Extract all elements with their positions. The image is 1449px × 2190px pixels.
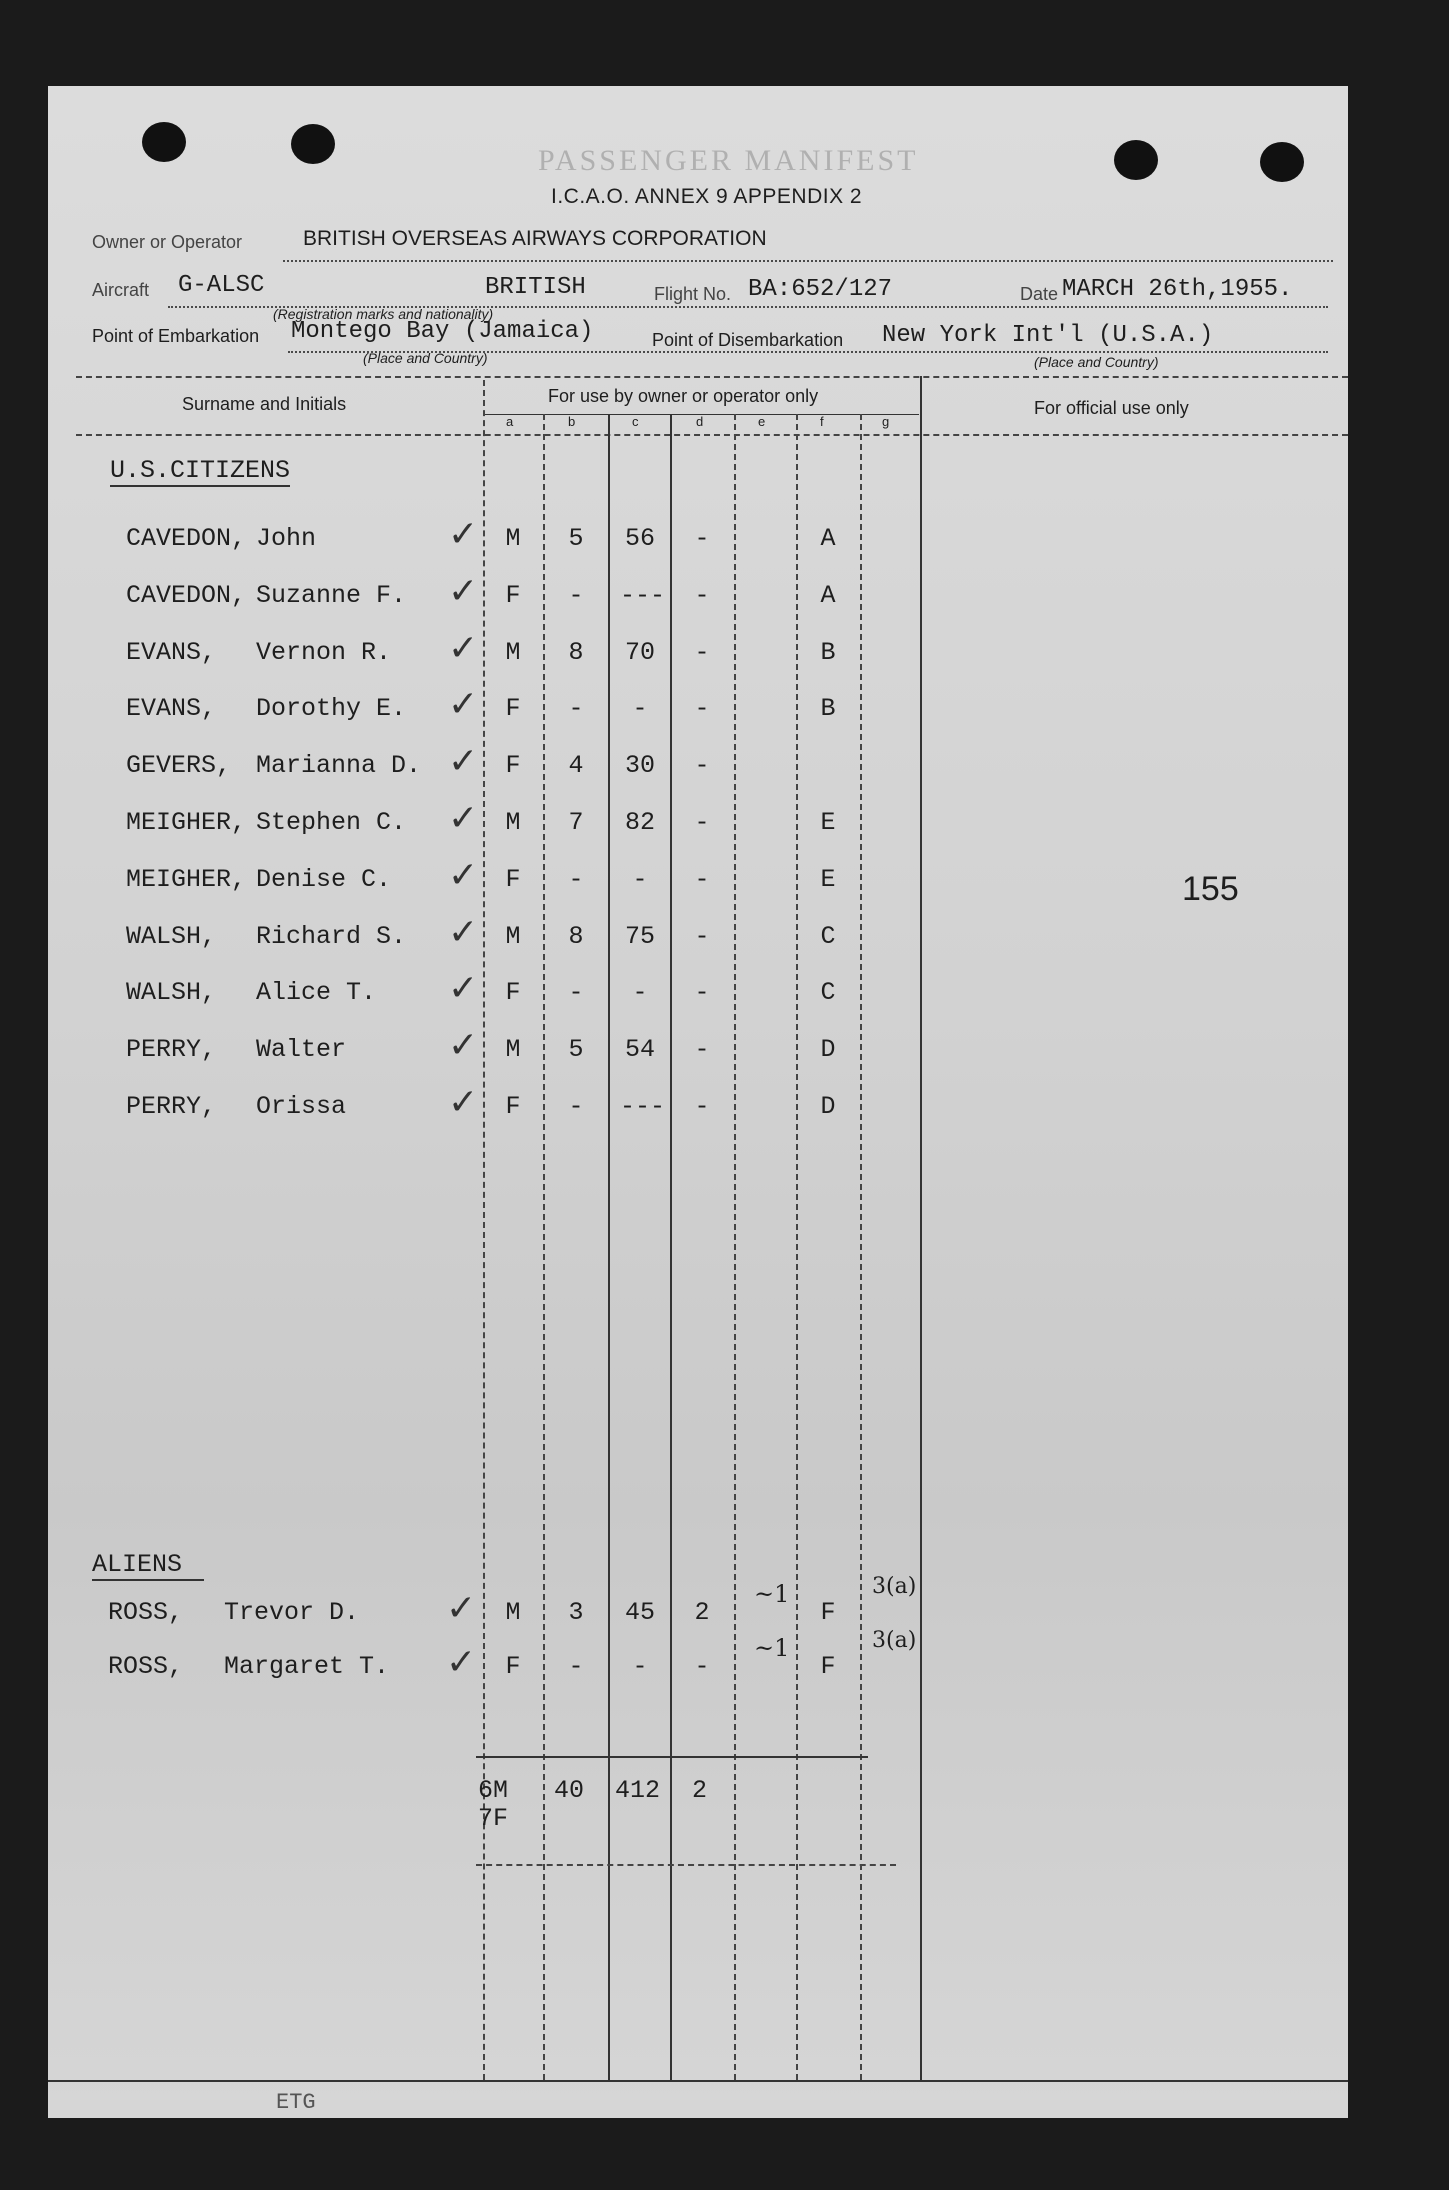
cell-a: M [505,637,521,667]
cell-c: - [632,1652,648,1681]
cell-a: F [505,1092,521,1121]
check-mark-icon: ✓ [448,627,479,669]
registration-note: (Registration marks and nationality) [273,306,494,322]
disembarkation-label: Point of Disembarkation [652,330,844,350]
check-mark-icon: ✓ [448,854,479,896]
sub-column-a: a [506,414,514,429]
check-mark-icon: ✓ [448,911,479,953]
passenger-given-name: Denise C. [256,864,392,894]
footer-fragment: ETG [276,2090,316,2115]
cell-f: E [820,808,836,837]
passenger-given-name: Marianna D. [256,751,422,781]
owner-label: Owner or Operator [92,232,243,252]
col-header-owner: For use by owner or operator only [548,386,819,406]
cell-d: - [694,808,710,837]
check-mark-icon: ✓ [448,684,479,726]
passenger-surname: ROSS, [108,1652,184,1681]
cell-b: 8 [568,637,584,667]
date-label: Date [1020,284,1059,304]
cell-c: 82 [624,808,655,837]
passenger-surname: ROSS, [108,1598,184,1627]
totals-top-line [476,1756,868,1758]
cell-f: A [820,580,836,610]
cell-a: M [505,921,521,951]
manifest-paper [48,86,1348,2118]
check-mark-icon: ✓ [448,1025,479,1067]
passenger-given-name: Orissa [256,1092,347,1121]
sub-column-d: d [696,414,704,429]
handwritten-e: ~1 [754,1580,790,1608]
cell-d: - [694,524,710,553]
passenger-surname: MEIGHER, [126,808,247,837]
col-line-d-right [734,414,736,2080]
cell-b: 7 [568,808,584,837]
us-citizens-title: U.S.CITIZENS [110,456,291,485]
handwritten-g: 3(a) [872,1628,917,1653]
nationality-value: BRITISH [485,274,586,301]
total-b: 40 [554,1776,585,1805]
passenger-given-name: Margaret T. [224,1652,390,1681]
cell-c: 75 [624,921,655,951]
embarkation-value: Montego Bay (Jamaica) [291,318,594,345]
embarkation-label: Point of Embarkation [92,326,260,346]
cell-a: F [505,694,521,724]
cell-c: 54 [624,1035,655,1065]
col-header-official: For official use only [1034,398,1189,418]
aircraft-label: Aircraft [92,280,150,300]
cell-c: - [632,864,648,894]
col-header-surname: Surname and Initials [182,394,347,414]
passenger-given-name: Suzanne F. [256,580,407,610]
passenger-surname: GEVERS, [126,751,232,781]
cell-b: - [568,1652,584,1681]
check-mark-icon: ✓ [448,741,479,783]
cell-a: M [505,808,521,837]
handwritten-e: ~1 [754,1634,790,1662]
disembarkation-value: New York Int'l (U.S.A.) [882,322,1214,349]
cell-c: 45 [624,1598,655,1627]
passenger-given-name: Stephen C. [256,808,407,837]
handwritten-g: 3(a) [872,1574,917,1599]
flight-label: Flight No. [654,284,732,304]
cell-d: - [694,637,710,667]
passenger-given-name: Trevor D. [224,1598,360,1627]
cell-d: - [694,1035,710,1065]
footer-line [48,2080,1348,2082]
cell-f: D [820,1092,836,1121]
cell-d: - [694,864,710,894]
sub-column-b: b [568,414,576,429]
cell-f: D [820,1035,836,1065]
check-mark-icon: ✓ [446,1588,477,1629]
col-line-official-left [920,376,922,2080]
total-a-line1: 6M [478,1776,509,1805]
cell-a: F [505,580,521,610]
passenger-given-name: John [256,524,317,553]
date-value: MARCH 26th,1955. [1062,276,1293,303]
official-use-number: 155 [1182,870,1239,908]
cell-b: - [568,694,584,724]
check-mark-icon: ✓ [446,1642,477,1683]
punch-hole-right-1 [1114,140,1158,180]
col-line-b-right [608,414,610,2080]
punch-hole-left-2 [291,124,335,164]
cell-a: M [505,1035,521,1065]
sub-column-g: g [882,414,890,429]
check-mark-icon: ✓ [448,798,479,839]
passenger-given-name: Walter [256,1035,347,1065]
table-header-bottom-line [76,434,1348,436]
passenger-surname: PERRY, [126,1035,217,1065]
col-line-c-right [670,414,672,2080]
cell-a: F [505,864,521,894]
check-mark-icon: ✓ [448,1082,479,1123]
faded-heading: PASSENGER MANIFEST [538,144,919,177]
cell-c: 56 [624,524,655,553]
total-c: 412 [615,1776,661,1805]
cell-d: - [694,1092,710,1121]
total-a-line2: 7F [478,1804,509,1833]
check-mark-icon: ✓ [448,514,479,555]
cell-f: A [820,524,836,553]
aliens-title: ALIENS [92,1550,204,1581]
cell-a: F [505,751,521,781]
cell-b: - [568,1092,584,1121]
cell-b: - [568,978,584,1008]
cell-b: - [568,580,584,610]
passenger-surname: EVANS, [126,637,217,667]
passenger-given-name: Vernon R. [256,637,392,667]
cell-f: F [820,1652,836,1681]
cell-a: M [505,1598,521,1627]
totals-bottom-line [476,1864,896,1866]
owner-value: BRITISH OVERSEAS AIRWAYS CORPORATION [303,227,767,250]
cell-c: --- [620,580,666,610]
cell-f: B [820,637,836,667]
cell-d: - [694,751,710,781]
cell-b: 3 [568,1598,584,1627]
punch-hole-left-1 [142,122,186,162]
cell-d: - [694,694,710,724]
cell-d: 2 [694,1598,710,1627]
passenger-given-name: Alice T. [256,978,377,1008]
cell-c: - [632,694,648,724]
cell-a: F [505,1652,521,1681]
sub-column-e: e [758,414,766,429]
passenger-surname: CAVEDON, [126,524,247,553]
cell-a: F [505,978,521,1008]
cell-c: 70 [624,637,655,667]
sub-column-c: c [632,414,639,429]
passenger-surname: PERRY, [126,1092,217,1121]
passenger-surname: WALSH, [126,921,217,951]
punch-hole-right-2 [1260,142,1304,182]
cell-d: - [694,921,710,951]
check-mark-icon: ✓ [448,968,479,1010]
col-line-a-right [543,414,545,2080]
total-d: 2 [692,1776,708,1805]
cell-c: 30 [624,751,655,781]
cell-a: M [505,524,521,553]
cell-b: 5 [568,1035,584,1065]
cell-f: C [820,978,836,1008]
cell-f: E [820,864,836,894]
cell-d: - [694,978,710,1008]
passenger-given-name: Dorothy E. [256,694,407,724]
cell-f: F [820,1598,836,1627]
cell-d: - [694,1652,710,1681]
cell-b: - [568,864,584,894]
sub-column-f: f [820,414,824,429]
cell-d: - [694,580,710,610]
form-heading: I.C.A.O. ANNEX 9 APPENDIX 2 [551,185,863,208]
cell-b: 8 [568,921,584,951]
embark-place-note: (Place and Country) [363,350,488,366]
passenger-surname: CAVEDON, [126,580,247,610]
passenger-given-name: Richard S. [256,921,407,951]
cell-f: B [820,694,836,724]
cell-f: C [820,921,836,951]
col-line-e-right [796,414,798,2080]
disembark-place-note: (Place and Country) [1034,354,1159,370]
col-line-f-right [860,414,862,2080]
cell-b: 4 [568,751,584,781]
aircraft-value: G-ALSC [178,272,265,299]
cell-b: 5 [568,524,584,553]
passenger-surname: WALSH, [126,978,217,1008]
passenger-surname: EVANS, [126,694,217,724]
cell-c: - [632,978,648,1008]
table-top-line [76,376,1348,378]
passenger-surname: MEIGHER, [126,864,247,894]
owner-dotted-line [283,260,1333,262]
flight-value: BA:652/127 [748,276,893,303]
check-mark-icon: ✓ [448,570,479,612]
cell-c: --- [620,1092,666,1121]
